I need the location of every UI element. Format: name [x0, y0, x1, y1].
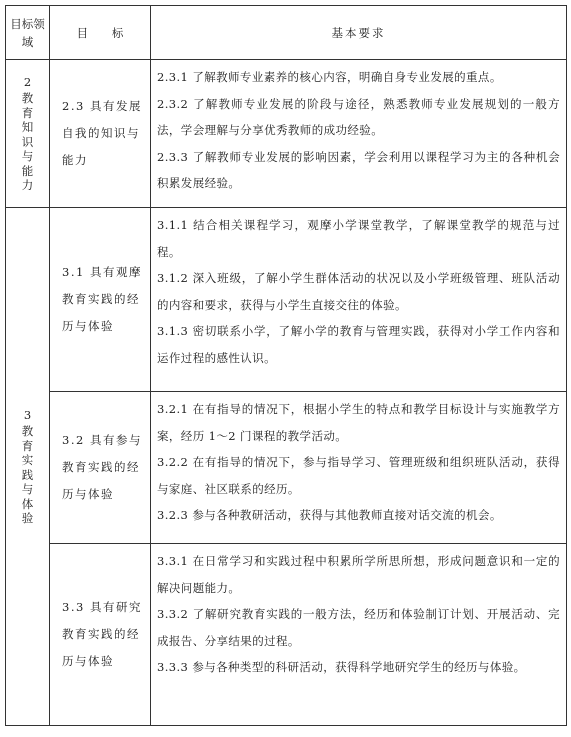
domain-cell — [6, 60, 50, 208]
curriculum-standards-table — [5, 5, 567, 726]
domain-name: 教育实践与体验 — [21, 424, 34, 525]
domain-name: 教育知识与能力 — [21, 91, 34, 192]
table-row — [6, 544, 567, 726]
goal-cell: 3.3 具有研究教育实践的经历与体验 — [50, 544, 151, 726]
requirement-item: 3.1.3 密切联系小学，了解小学的教育与管理实践，获得对小学工作内容和运作过程的感性认识。 — [157, 324, 560, 365]
requirement-item: 3.2.1 在有指导的情况下，根据小学生的特点和教学目标设计与实施教学方案，经历 1～2 门课程的教学活动。 — [157, 402, 560, 443]
table-row — [6, 392, 567, 544]
requirement-item: 3.1.2 深入班级，了解小学生群体活动的状况以及小学班级管理、班队活动的内容和要求，获得与小学生直接交往的体验。 — [157, 271, 560, 312]
goal-cell: 3.1 具有观摩教育实践的经历与体验 — [50, 208, 151, 392]
requirement-item: 3.3.2 了解研究教育实践的一般方法，经历和体验制订计划、开展活动、完成报告、分享结果的过程。 — [157, 607, 560, 648]
table-row — [6, 208, 567, 392]
header-requirements — [151, 6, 567, 60]
goal-cell: 3.2 具有参与教育实践的经历与体验 — [50, 392, 151, 544]
requirement-item: 3.3.3 参与各种类型的科研活动，获得科学地研究学生的经历与体验。 — [157, 660, 526, 674]
requirement-item: 3.1.1 结合相关课程学习，观摩小学课堂教学，了解课堂教学的规范与过程。 — [157, 218, 560, 259]
requirement-item: 3.3.1 在日常学习和实践过程中积累所学所思所想，形成问题意识和一定的解决问题能力。 — [157, 554, 560, 595]
header-domain: 目标领域 — [6, 6, 50, 60]
requirement-item: 2.3.2 了解教师专业发展的阶段与途径，熟悉教师专业发展规划的一般方法，学会理解与分享优秀教师的成功经验。 — [157, 96, 560, 137]
domain-number: 2 — [23, 74, 32, 89]
table-header-row — [6, 6, 567, 60]
requirement-item: 2.3.1 了解教师专业素养的核心内容，明确自身专业发展的重点。 — [157, 70, 502, 84]
header-goal — [50, 6, 151, 60]
header-requirements-label: 基本要求 — [331, 25, 386, 40]
header-goal-label: 目 标 — [76, 25, 134, 40]
goal-cell: 2.3 具有发展自我的知识与能力 — [50, 60, 151, 208]
requirement-item: 3.2.2 在有指导的情况下，参与指导学习、管理班级和组织班队活动，获得与家庭、社区联系的经历。 — [157, 455, 560, 496]
requirements-cell — [151, 392, 567, 544]
domain-number: 3 — [23, 407, 32, 422]
domain-cell — [6, 208, 50, 726]
requirement-item: 2.3.3 了解教师专业发展的影响因素，学会利用以课程学习为主的各种机会积累发展经验。 — [157, 149, 560, 190]
table-row — [6, 60, 567, 208]
requirement-item: 3.2.3 参与各种教研活动，获得与其他教师直接对话交流的机会。 — [157, 508, 502, 522]
requirements-cell — [151, 208, 567, 392]
requirements-cell — [151, 544, 567, 726]
requirements-cell — [151, 60, 567, 208]
